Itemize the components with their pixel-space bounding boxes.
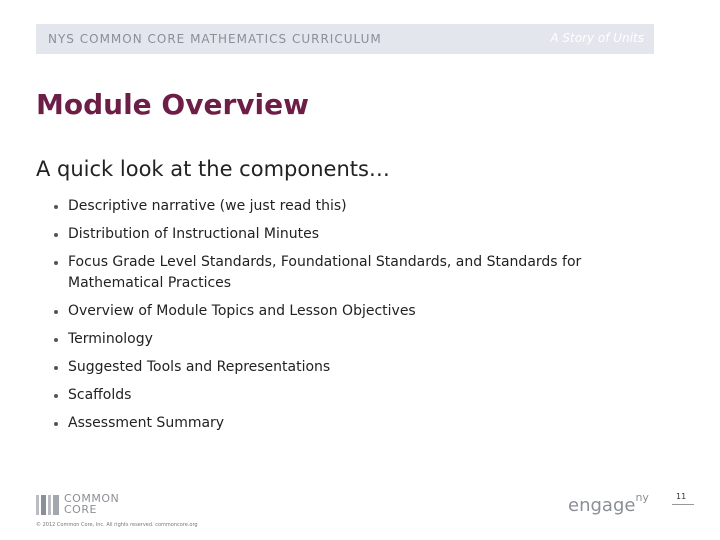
engage-wordmark: engage	[568, 495, 636, 516]
bullet-item	[50, 385, 620, 406]
slide-subtitle: A quick look at the components…	[36, 157, 390, 181]
bullet-dot-icon	[54, 261, 58, 265]
logo-line-common: COMMON	[64, 492, 120, 505]
bullet-dot-icon	[54, 205, 58, 209]
bullet-dot-icon	[54, 310, 58, 314]
bullet-text: Overview of Module Topics and Lesson Objectives	[68, 303, 416, 319]
bullet-text: Assessment Summary	[68, 415, 225, 431]
bullet-text: Distribution of Instructional Minutes	[68, 226, 320, 242]
page-number-rule	[672, 504, 694, 505]
bullet-item	[50, 413, 620, 434]
bullet-text: Focus Grade Level Standards, Foundational Standards, and Standards for Mathematical Practices	[68, 254, 582, 291]
bullet-dot-icon	[54, 366, 58, 370]
engage-ny-superscript: ny	[635, 491, 649, 504]
common-core-wordmark	[64, 493, 119, 515]
bullet-item	[50, 329, 620, 350]
bullet-item	[50, 301, 620, 322]
logo-line-core: CORE	[64, 503, 97, 516]
bullet-item	[50, 252, 620, 294]
bullet-dot-icon	[54, 394, 58, 398]
bullet-item	[50, 224, 620, 245]
bullet-dot-icon	[54, 233, 58, 237]
bullet-dot-icon	[54, 338, 58, 342]
slide-title: Module Overview	[36, 88, 309, 121]
bullet-list	[50, 196, 620, 441]
bullet-item	[50, 357, 620, 378]
bullet-text: Suggested Tools and Representations	[68, 359, 331, 375]
common-core-logo	[36, 493, 146, 517]
bullet-text: Scaffolds	[68, 387, 132, 403]
bullet-text: Descriptive narrative (we just read this)	[68, 198, 347, 214]
bullet-item	[50, 196, 620, 217]
copyright-text: © 2012 Common Core, Inc. All rights reserved. commoncore.org	[36, 522, 198, 528]
page-number: 11	[676, 492, 687, 501]
header-bar	[36, 24, 654, 54]
series-label: A Story of Units	[550, 31, 644, 45]
engageny-logo	[568, 491, 649, 516]
bullet-dot-icon	[54, 422, 58, 426]
curriculum-label: NYS COMMON CORE MATHEMATICS CURRICULUM	[48, 32, 382, 46]
bullet-text: Terminology	[68, 331, 153, 347]
